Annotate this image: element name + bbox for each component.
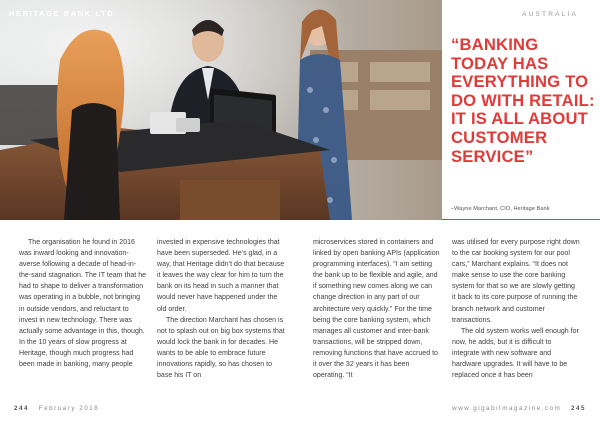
footer-left: [14, 405, 99, 412]
text-column-3: [313, 237, 441, 381]
pull-quote: “BANKING TODAY HAS EVERYTHING TO DO WITH RETAIL: IT IS ALL ABOUT CUSTOMER SERVICE”: [451, 35, 595, 166]
text-column-2: [157, 237, 285, 381]
footer-right: [452, 405, 586, 412]
paragraph: The organisation he found in 2016 was inward looking and innovation-averse following a decade of head-in-the-sand stagnation. The IT team that he had to shape to deliver a transformation was operating in a bubble, not bringing in outside vendors, and reluctant to invest in new technology. There was actually some advantage in this, though.: [19, 239, 147, 335]
issue-date: February 2018: [38, 405, 100, 412]
article-body: [19, 237, 587, 394]
page-number-right: 245: [570, 405, 586, 412]
accent-divider: [442, 219, 600, 220]
page-number-left: 244: [14, 405, 30, 412]
text-column-1: [19, 237, 147, 370]
paragraph: invested in expensive technologies that have been superseded. He’s glad, in a way, that Heritage didn’t do that because it leaves the way clear for him to turn the bank on its head in such a manner that would never have happened under the old order.: [157, 239, 285, 313]
quote-attribution: –Wayne Marchant, CIO, Heritage Bank: [451, 206, 550, 212]
paragraph: was utilised for every purpose right down to the car booking system for our pool cars,” Marchant explains. “It does not make sense to use the core banking system for that so we are slowly getting it back to its core purpose of running the branch network and customer transactions.: [452, 239, 580, 324]
bank-staff-photo-icon: [0, 0, 442, 220]
paragraph: microservices stored in containers and linked by open banking APIs (application programming interfaces). “I am setting the bank up to be flexible and agile, and if something new comes along we can change direction in any part of our architecture very quickly.” For the time being the core banking system, which manages all customer and inter-bank transactions, will be stripped down, removing functions that have accrued to it over the 32 years it has been operating. “It: [313, 239, 440, 380]
paragraph: The old system works well enough for now, he adds, but it is difficult to integrate with new software and hardware upgrades. It will have to be replaced once it has been: [452, 327, 579, 380]
brand-label: HERITAGE BANK LTD: [9, 9, 115, 18]
paragraph: In the 10 years of slow progress at Heritage, though much progress had been made in banking, many people: [19, 338, 134, 369]
paragraph: The direction Marchant has chosen is not to splash out on big box systems that would lock the bank in for decades. He wants to be able to embrace future innovations rapidly, so has chosen to base his IT on: [157, 316, 285, 380]
region-label: AUSTRALIA: [522, 11, 578, 18]
website-link[interactable]: www.gigabitmagazine.com: [452, 405, 562, 412]
text-column-4: [452, 237, 580, 381]
feature-photo: [0, 0, 442, 220]
